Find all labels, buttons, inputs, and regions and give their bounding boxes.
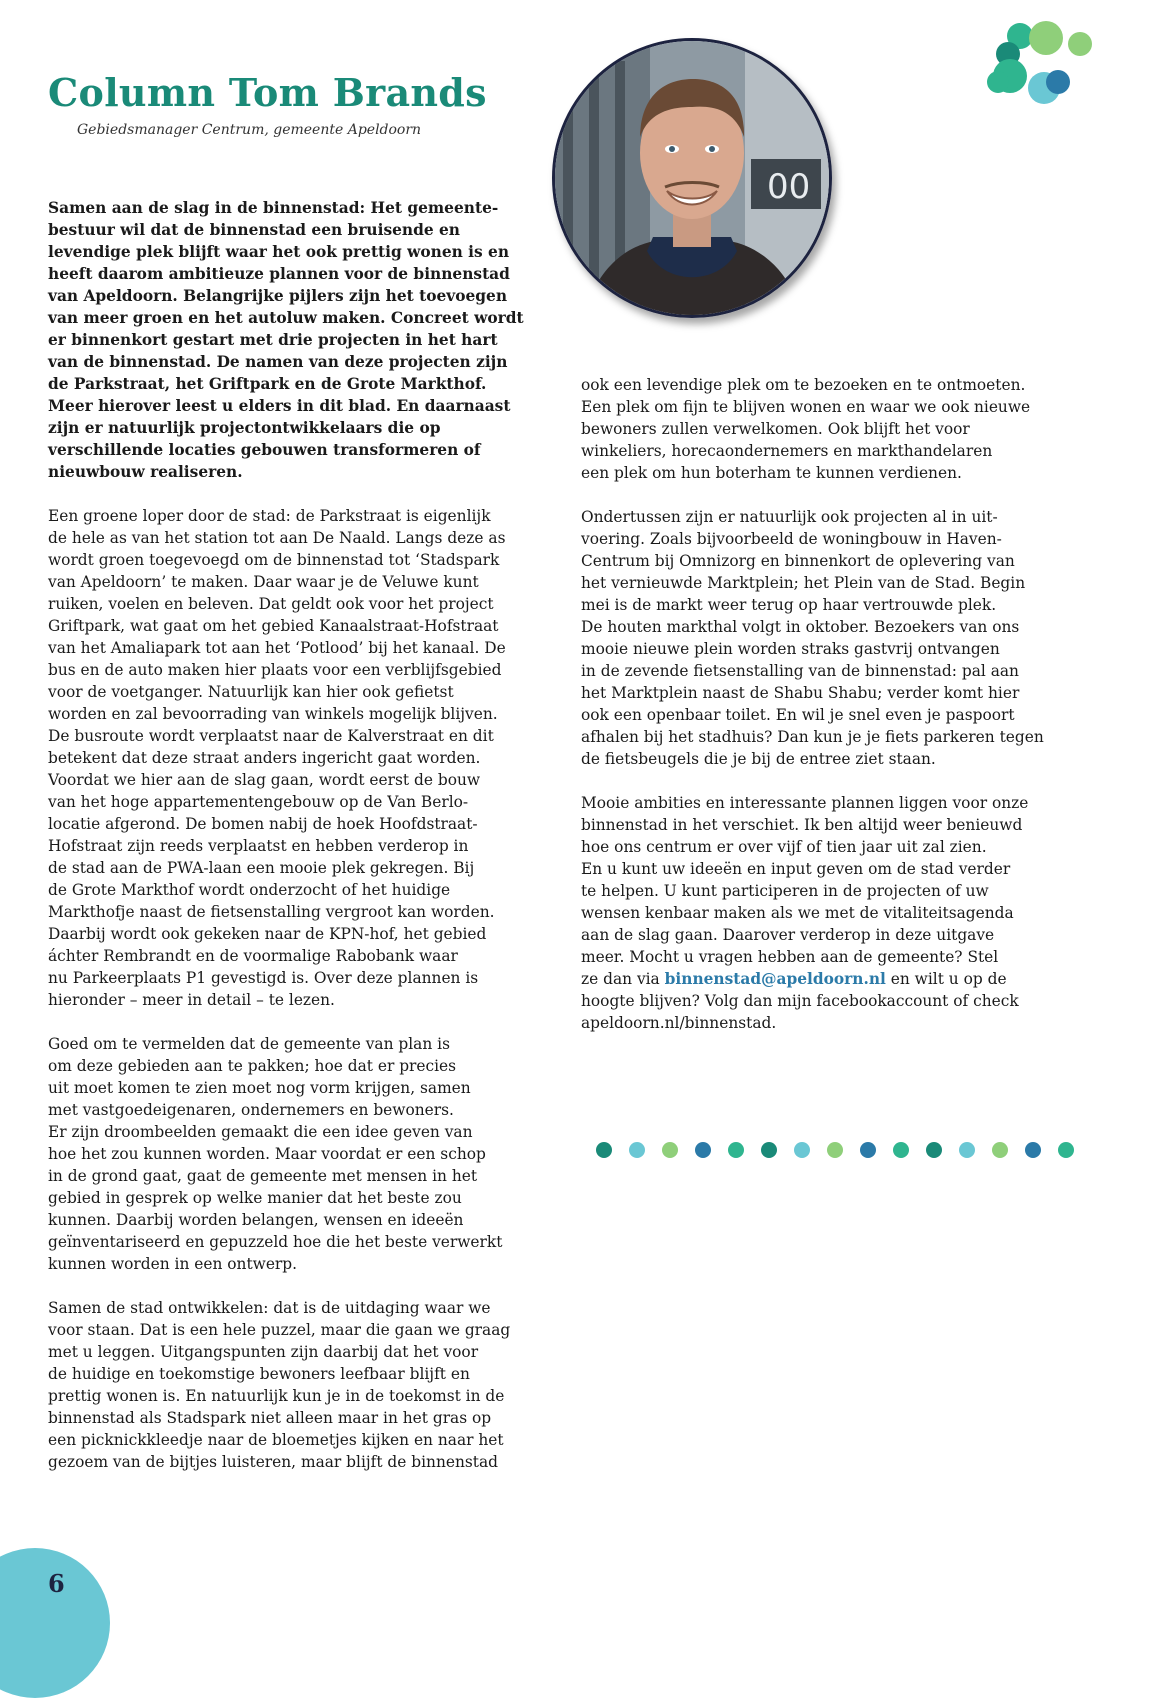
decorative-dot bbox=[893, 1142, 909, 1158]
closing-text: Mooie ambities en interessante plannen liggen voor onze binnenstad in het verschiet. Ik ben altijd weer benieuwd hoe ons centrum er over vijf of tien jaar uit zal zien. En u kunt uw ideeën en input geven om de stad verder te helpen. U kunt participeren in de projecten of uw wensen kenbaar maken als we met de vitaliteitsagenda aan de slag gaan. Daarover verderop in deze uitgave meer. Mocht u vragen hebben aan de gemeente? Stel ze dan via bbox=[581, 794, 1029, 988]
article-paragraph: Goed om te vermelden dat de gemeente van plan is om deze gebieden aan te pakken; hoe dat er precies uit moet komen te zien moet nog vorm krijgen, samen met vastgoedeigenaren, ondernemers en bewoners. Er zijn droombeelden gemaakt die een idee geven van hoe het zou kunnen worden. Maar voordat er een schop in de grond gaat, gaat de gemeente met mensen in het gebied in gesprek op welke manier dat het beste zou kunnen. Daarbij worden belangen, wensen en ideeën geïnventariseerd en gepuzzeld hoe die het beste verwerkt kunnen worden in een ontwerp. bbox=[48, 1035, 503, 1273]
decorative-dot bbox=[629, 1142, 645, 1158]
article-paragraph: Samen de stad ontwikkelen: dat is de uitdaging waar we voor staan. Dat is een hele puzzel, maar die gaan we graag met u leggen. Uitgangspunten zijn daarbij dat het voor de huidige en toekomstige bewoners leefbaar blijft en prettig wonen is. En natuurlijk kun je in de toekomst in de binnenstad als Stadspark niet alleen maar in het gras op een picknickkleedje naar de bloemetjes kijken en naar het gezoem van de bijtjes luisteren, maar blijft de binnenstad bbox=[48, 1299, 511, 1471]
article-paragraph: ook een levendige plek om te bezoeken en te ontmoeten. Een plek om fijn te blijven wonen en waar we ook nieuwe bewoners zullen verwelkomen. Ook blijft het voor winkeliers, horecaondernemers en markthandelaren een plek om hun boterham te kunnen verdienen. bbox=[581, 376, 1031, 482]
decorative-dot bbox=[596, 1142, 612, 1158]
email-link[interactable]: binnenstad@apeldoorn.nl bbox=[664, 970, 886, 988]
article-paragraph: Een groene loper door de stad: de Parkstraat is eigenlijk de hele as van het station tot aan De Naald. Langs deze as wordt groen toegevoegd om de binnenstad tot ‘Stadspark van Apeldoorn’ te maken. Daar waar je de Veluwe kunt ruiken, voelen en beleven. Dat geldt ook voor het project Griftpark, wat gaat om het gebied Kanaalstraat-Hofstraat van het Amaliapark tot aan het ‘Potlood’ bij het kanaal. De bus en de auto maken hier plaats voor een verblijfsgebied voor de voetganger. Natuurlijk kan hier ook gefietst worden en zal bevoorrading van winkels mogelijk blijven. De busroute wordt verplaatst naar de Kalverstraat en dit betekent dat deze straat anders ingericht gaat worden. Voordat we hier aan de slag gaan, wordt eerst de bouw van het hoge appartementengebouw op de Van Berlo- locatie afgerond. De bomen nabij de hoek Hoofdstraat- Hofstraat zijn reeds verplaatst en hebben verderop in de stad aan de PWA-laan een mooie plek gekregen. Bij de Grote Markthof wordt onderzocht of het huidige Markthofje naast de fietsenstalling vergroot kan worden. Daarbij wordt ook gekeken naar de KPN-hof, het gebied áchter Rembrandt en de voormalige Rabobank waar nu Parkeerplaats P1 gevestigd is. Over deze plannen is hieronder – meer in detail – te lezen. bbox=[48, 507, 506, 1009]
logo-dot bbox=[1029, 21, 1063, 55]
closing-text: en wilt u op de hoogte blijven? Volg dan mijn facebookaccount of check apeldoorn.nl/binnenstad. bbox=[581, 970, 1019, 1032]
decorative-dot bbox=[761, 1142, 777, 1158]
article-paragraph: Ondertussen zijn er natuurlijk ook projecten al in uit- voering. Zoals bijvoorbeeld de woningbouw in Haven- Centrum bij Omnizorg en binnenkort de oplevering van het vernieuwde Marktplein; het Plein van de Stad. Begin mei is de markt weer terug op haar vertrouwde plek. De houten markthal volgt in oktober. Bezoekers van ons mooie nieuwe plein worden straks gastvrij ontvangen in de zevende fietsenstalling van de binnenstad: pal aan het Marktplein naast de Shabu Shabu; verder komt hier ook een openbaar toilet. En wil je snel even je paspoort afhalen bij het stadhuis? Dan kun je je fiets parkeren tegen de fietsbeugels die je bij de entree ziet staan. bbox=[581, 508, 1044, 768]
article-paragraph-closing bbox=[581, 792, 1081, 1034]
decorative-dot bbox=[860, 1142, 876, 1158]
logo-dot bbox=[1068, 32, 1092, 56]
article-lead: Samen aan de slag in de binnenstad: Het gemeente- bestuur wil dat de binnenstad een bruisende en levendige plek blijft waar het ook prettig wonen is en heeft daarom ambitieuze plannen voor de binnenstad van Apeldoorn. Belangrijke pijlers zijn het toevoegen van meer groen en het autoluw maken. Concreet wordt er binnenkort gestart met drie projecten in het hart van de binnenstad. De namen van deze projecten zijn de Parkstraat, het Griftpark en de Grote Markthof. Meer hierover leest u elders in dit blad. En daarnaast zijn er natuurlijk projectontwikkelaars die op verschillende locaties gebouwen transformeren of nieuwbouw realiseren. bbox=[48, 199, 524, 481]
decorative-dot bbox=[794, 1142, 810, 1158]
author-photo bbox=[552, 38, 832, 318]
page-number: 6 bbox=[48, 1569, 65, 1598]
decorative-dot bbox=[827, 1142, 843, 1158]
decorative-dot bbox=[1058, 1142, 1074, 1158]
decorative-dot bbox=[728, 1142, 744, 1158]
decorative-dot bbox=[926, 1142, 942, 1158]
decorative-dot bbox=[1025, 1142, 1041, 1158]
decorative-dot bbox=[695, 1142, 711, 1158]
svg-text:00: 00 bbox=[767, 167, 811, 207]
logo-dot bbox=[1046, 70, 1070, 94]
article-column-right bbox=[581, 374, 1081, 1056]
decorative-dot bbox=[662, 1142, 678, 1158]
decorative-dot-row bbox=[596, 1142, 1074, 1158]
page-title: Column Tom Brands bbox=[48, 70, 487, 115]
logo-dot bbox=[987, 71, 1009, 93]
decorative-dot bbox=[992, 1142, 1008, 1158]
author-role: Gebiedsmanager Centrum, gemeente Apeldoorn bbox=[77, 122, 422, 138]
article-column-left bbox=[48, 197, 548, 1495]
brand-logo bbox=[986, 20, 1098, 112]
decorative-dot bbox=[959, 1142, 975, 1158]
